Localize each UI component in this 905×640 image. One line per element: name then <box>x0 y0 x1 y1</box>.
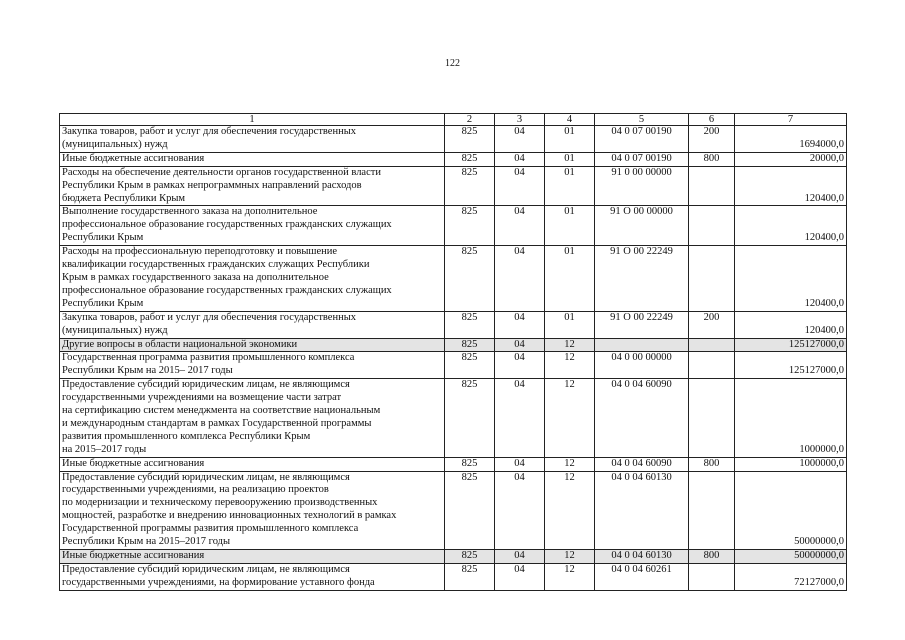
amount-cell: 1694000,0 <box>735 126 847 153</box>
row-name-line: бюджета Республики Крым <box>62 192 186 204</box>
row-name-cell <box>60 563 445 590</box>
table-row <box>60 206 847 246</box>
subsection-code-cell: 01 <box>545 206 595 246</box>
row-name-line: квалификации государственных гражданских служащих Республики <box>62 259 370 271</box>
row-name-line: государственными учреждениями на возмещение части затрат <box>62 392 342 404</box>
subsection-code-cell: 12 <box>545 563 595 590</box>
row-name-line: Республики Крым на 2015–2017 годы <box>62 536 231 548</box>
amount-cell: 72127000,0 <box>735 563 847 590</box>
target-article-cell: 04 0 07 00190 <box>595 126 689 153</box>
row-name-line: Иные бюджетные ассигнования <box>62 152 205 164</box>
section-code-cell: 04 <box>495 352 545 379</box>
column-header: 5 <box>595 114 689 126</box>
expense-type-cell: 200 <box>689 126 735 153</box>
subsection-code-cell: 12 <box>545 471 595 549</box>
row-name-line: Крым в рамках государственного заказа на дополнительное <box>62 271 329 283</box>
ministry-code-cell: 825 <box>445 311 495 338</box>
section-code-cell: 04 <box>495 246 545 312</box>
row-name-line: Республики Крым в рамках непрограммных направлений расходов <box>62 179 362 191</box>
table-row <box>60 338 847 352</box>
row-name-line: и международным стандартам в рамках Государственной программы <box>62 417 372 429</box>
budget-table <box>59 113 847 591</box>
amount-cell: 125127000,0 <box>735 352 847 379</box>
expense-type-cell <box>689 338 735 352</box>
column-header: 1 <box>60 114 445 126</box>
ministry-code-cell: 825 <box>445 246 495 312</box>
row-name-line: государственными учреждениями, на формирование уставного фонда <box>62 576 375 588</box>
row-name-cell <box>60 311 445 338</box>
amount-cell: 1000000,0 <box>735 457 847 471</box>
subsection-code-cell: 12 <box>545 457 595 471</box>
row-name-line: Закупка товаров, работ и услуг для обеспечения государственных <box>62 311 357 323</box>
row-name-cell <box>60 471 445 549</box>
target-article-cell <box>595 338 689 352</box>
table-row <box>60 311 847 338</box>
ministry-code-cell: 825 <box>445 471 495 549</box>
amount-cell: 120400,0 <box>735 206 847 246</box>
subsection-code-cell: 01 <box>545 152 595 166</box>
row-name-line: Закупка товаров, работ и услуг для обеспечения государственных <box>62 126 357 137</box>
row-name-line: Республики Крым на 2015– 2017 годы <box>62 365 233 377</box>
row-name-line: Расходы на обеспечение деятельности органов государственной власти <box>62 166 381 178</box>
target-article-cell: 04 0 04 60261 <box>595 563 689 590</box>
subsection-code-cell: 01 <box>545 311 595 338</box>
row-name-cell <box>60 166 445 206</box>
table-row <box>60 352 847 379</box>
amount-cell: 50000000,0 <box>735 550 847 564</box>
table-row <box>60 166 847 206</box>
expense-type-cell: 800 <box>689 457 735 471</box>
section-code-cell: 04 <box>495 338 545 352</box>
row-name-cell <box>60 152 445 166</box>
subsection-code-cell: 01 <box>545 166 595 206</box>
column-header: 3 <box>495 114 545 126</box>
row-name-line: Государственная программа развития промышленного комплекса <box>62 352 355 364</box>
target-article-cell: 04 0 04 60090 <box>595 379 689 457</box>
row-name-line: Другие вопросы в области национальной экономики <box>62 338 298 350</box>
row-name-line: на 2015–2017 годы <box>62 443 147 455</box>
column-header: 4 <box>545 114 595 126</box>
row-name-line: Предоставление субсидий юридическим лицам, не являющимся <box>62 471 350 483</box>
row-name-cell <box>60 126 445 153</box>
ministry-code-cell: 825 <box>445 457 495 471</box>
table-row <box>60 550 847 564</box>
expense-type-cell <box>689 471 735 549</box>
row-name-line: мощностей, разработке и внедрению инновационных технологий в рамках <box>62 510 397 522</box>
ministry-code-cell: 825 <box>445 352 495 379</box>
section-code-cell: 04 <box>495 457 545 471</box>
row-name-line: Республики Крым <box>62 297 144 309</box>
ministry-code-cell: 825 <box>445 550 495 564</box>
section-code-cell: 04 <box>495 379 545 457</box>
amount-cell: 125127000,0 <box>735 338 847 352</box>
column-header-row <box>60 114 847 126</box>
target-article-cell: 91 О 00 00000 <box>595 206 689 246</box>
row-name-line: развития промышленного комплекса Республики Крым <box>62 430 311 442</box>
expense-type-cell <box>689 563 735 590</box>
target-article-cell: 04 0 04 60130 <box>595 471 689 549</box>
target-article-cell: 04 0 04 60090 <box>595 457 689 471</box>
expense-type-cell <box>689 166 735 206</box>
expense-type-cell <box>689 379 735 457</box>
row-name-line: Иные бюджетные ассигнования <box>62 550 205 561</box>
expense-type-cell: 800 <box>689 550 735 564</box>
row-name-line: профессиональное образование государственных гражданских служащих <box>62 284 392 296</box>
row-name-cell <box>60 338 445 352</box>
section-code-cell: 04 <box>495 471 545 549</box>
table-row <box>60 457 847 471</box>
row-name-line: (муниципальных) нужд <box>62 324 168 336</box>
amount-cell: 20000,0 <box>735 152 847 166</box>
section-code-cell: 04 <box>495 311 545 338</box>
expense-type-cell <box>689 352 735 379</box>
ministry-code-cell: 825 <box>445 206 495 246</box>
column-header: 2 <box>445 114 495 126</box>
row-name-line: Республики Крым <box>62 232 144 244</box>
table-row <box>60 126 847 153</box>
row-name-line: (муниципальных) нужд <box>62 138 168 150</box>
row-name-line: Выполнение государственного заказа на дополнительное <box>62 206 318 218</box>
table-row <box>60 246 847 312</box>
row-name-line: государственными учреждениями, на реализацию проектов <box>62 484 329 496</box>
subsection-code-cell: 12 <box>545 550 595 564</box>
row-name-line: профессиональное образование государственных гражданских служащих <box>62 219 392 231</box>
column-header: 7 <box>735 114 847 126</box>
amount-cell: 120400,0 <box>735 246 847 312</box>
section-code-cell: 04 <box>495 126 545 153</box>
column-header: 6 <box>689 114 735 126</box>
row-name-cell <box>60 206 445 246</box>
amount-cell: 120400,0 <box>735 166 847 206</box>
row-name-cell <box>60 379 445 457</box>
subsection-code-cell: 01 <box>545 126 595 153</box>
table-row <box>60 152 847 166</box>
row-name-line: по модернизации и техническому перевооружению производственных <box>62 497 378 509</box>
row-name-cell <box>60 550 445 564</box>
ministry-code-cell: 825 <box>445 166 495 206</box>
ministry-code-cell: 825 <box>445 379 495 457</box>
table-row <box>60 471 847 549</box>
expense-type-cell: 200 <box>689 311 735 338</box>
row-name-cell <box>60 457 445 471</box>
amount-cell: 120400,0 <box>735 311 847 338</box>
section-code-cell: 04 <box>495 152 545 166</box>
expense-type-cell: 800 <box>689 152 735 166</box>
subsection-code-cell: 12 <box>545 379 595 457</box>
row-name-cell <box>60 352 445 379</box>
row-name-line: Расходы на профессиональную переподготовку и повышение <box>62 246 338 258</box>
subsection-code-cell: 12 <box>545 352 595 379</box>
ministry-code-cell: 825 <box>445 152 495 166</box>
table-row <box>60 563 847 590</box>
table-row <box>60 379 847 457</box>
page-number: 122 <box>445 58 460 69</box>
section-code-cell: 04 <box>495 206 545 246</box>
section-code-cell: 04 <box>495 550 545 564</box>
amount-cell: 1000000,0 <box>735 379 847 457</box>
target-article-cell: 04 0 00 00000 <box>595 352 689 379</box>
expense-type-cell <box>689 206 735 246</box>
table-body <box>60 126 847 591</box>
amount-cell: 50000000,0 <box>735 471 847 549</box>
section-code-cell: 04 <box>495 166 545 206</box>
subsection-code-cell: 01 <box>545 246 595 312</box>
ministry-code-cell: 825 <box>445 126 495 153</box>
expense-type-cell <box>689 246 735 312</box>
row-name-line: Предоставление субсидий юридическим лицам, не являющимся <box>62 563 350 575</box>
row-name-cell <box>60 246 445 312</box>
ministry-code-cell: 825 <box>445 338 495 352</box>
row-name-line: Иные бюджетные ассигнования <box>62 457 205 469</box>
subsection-code-cell: 12 <box>545 338 595 352</box>
row-name-line: Государственной программы развития промышленного комплекса <box>62 523 359 535</box>
ministry-code-cell: 825 <box>445 563 495 590</box>
target-article-cell: 91 О 00 22249 <box>595 246 689 312</box>
target-article-cell: 04 0 07 00190 <box>595 152 689 166</box>
section-code-cell: 04 <box>495 563 545 590</box>
row-name-line: на сертификацию систем менеджмента на соответствие национальным <box>62 405 381 417</box>
row-name-line: Предоставление субсидий юридическим лицам, не являющимся <box>62 379 350 391</box>
target-article-cell: 91 0 00 00000 <box>595 166 689 206</box>
target-article-cell: 91 О 00 22249 <box>595 311 689 338</box>
target-article-cell: 04 0 04 60130 <box>595 550 689 564</box>
